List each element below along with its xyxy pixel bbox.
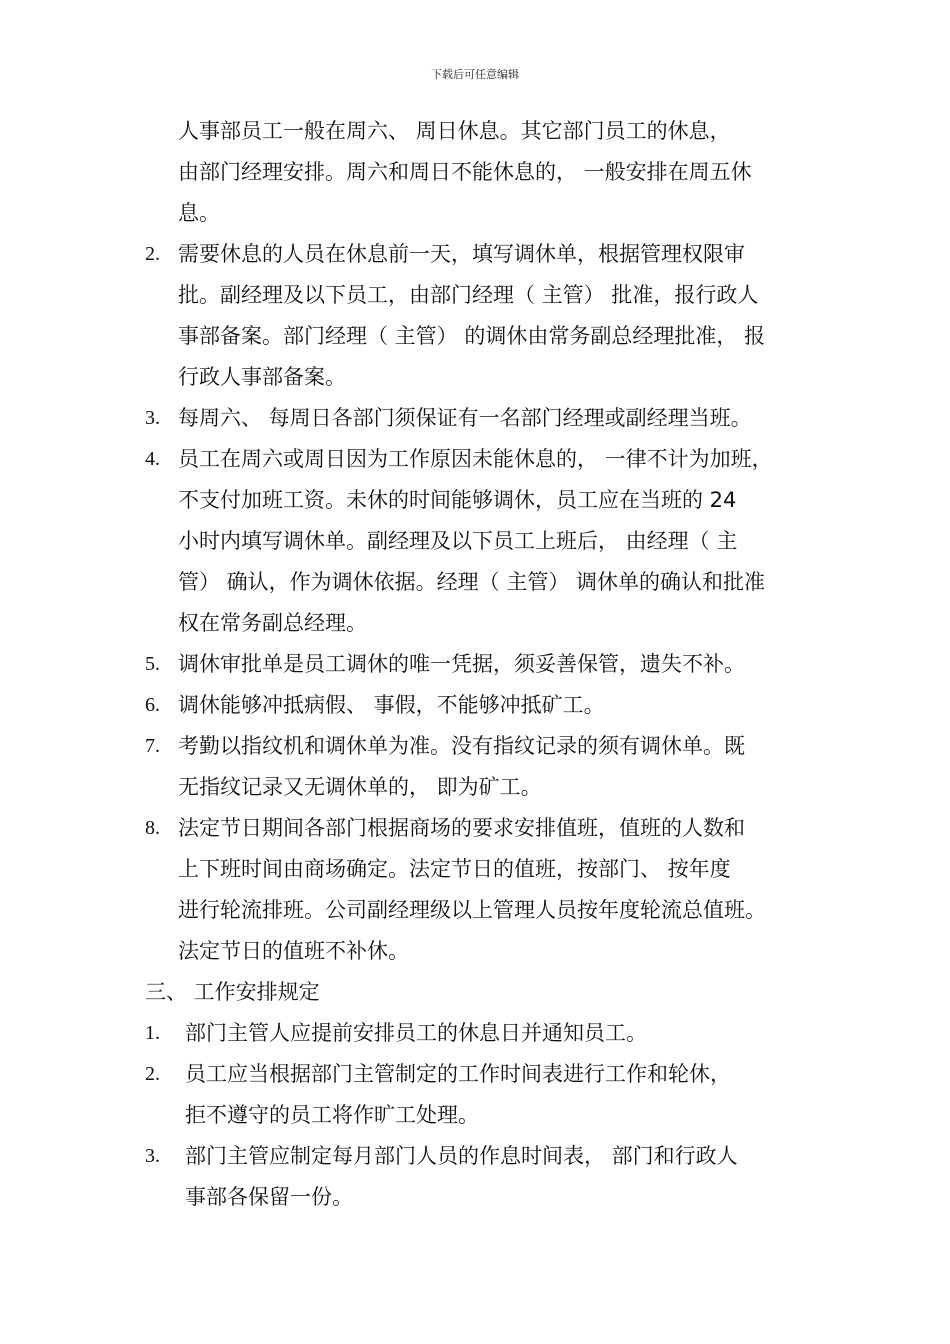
list-number: 5. [145,653,160,675]
list-number: 3. [145,407,160,429]
list-number: 2. [145,1063,160,1085]
paragraph-line: 批。副经理及以下员工，由部门经理（ 主管） 批准，报行政人 [178,283,759,307]
paragraph-line: 员工在周六或周日因为工作原因未能休息的， 一律不计为加班， [178,447,773,471]
paragraph-line: 每周六、 每周日各部门须保证有一名部门经理或副经理当班。 [178,406,752,430]
list-number: 4. [145,448,160,470]
paragraph-line: 行政人事部备案。 [178,365,346,389]
paragraph-line: 管） 确认，作为调休依据。经理（ 主管） 调休单的确认和批准 [178,570,766,594]
paragraph-line: 不支付加班工资。未休的时间能够调休，员工应在当班的 24 [178,488,737,512]
paragraph-line: 权在常务副总经理。 [178,611,367,635]
paragraph-line: 调休能够冲抵病假、 事假，不能够冲抵矿工。 [178,693,605,717]
paragraph-line: 人事部员工一般在周六、 周日休息。其它部门员工的休息， [178,119,731,143]
list-number: 8. [145,817,160,839]
list-number: 1. [145,1022,160,1044]
paragraph-line: 法定节日期间各部门根据商场的要求安排值班，值班的人数和 [178,816,745,840]
paragraph-line: 法定节日的值班不补休。 [178,939,409,963]
paragraph-line: 息。 [178,201,220,225]
paragraph-line: 上下班时间由商场确定。法定节日的值班，按部门、 按年度 [178,857,731,881]
paragraph-line: 事部各保留一份。 [185,1185,353,1209]
list-number: 6. [145,694,160,716]
paragraph-line: 无指纹记录又无调休单的， 即为矿工。 [178,775,542,799]
paragraph-line: 拒不遵守的员工将作旷工处理。 [185,1103,479,1127]
paragraph-line: 由部门经理安排。周六和周日不能休息的， 一般安排在周五休 [178,160,752,184]
page-header: 下载后可任意编辑 [431,68,519,81]
list-number: 3. [145,1145,160,1167]
paragraph-line: 小时内填写调休单。副经理及以下员工上班后， 由经理（ 主 [178,529,738,553]
paragraph-line: 员工应当根据部门主管制定的工作时间表进行工作和轮休， [185,1062,731,1086]
paragraph-line: 需要休息的人员在休息前一天，填写调休单，根据管理权限审 [178,242,745,266]
paragraph-line: 部门主管人应提前安排员工的休息日并通知员工。 [185,1021,647,1045]
list-number: 7. [145,735,160,757]
paragraph-line: 部门主管应制定每月部门人员的作息时间表， 部门和行政人 [185,1144,738,1168]
list-number: 2. [145,243,160,265]
paragraph-line: 事部备案。部门经理（ 主管） 的调休由常务副总经理批准， 报 [178,324,766,348]
paragraph-line: 调休审批单是员工调休的唯一凭据，须妥善保管，遗失不补。 [178,652,745,676]
section-heading: 三、 工作安排规定 [145,980,320,1004]
paragraph-line: 考勤以指纹机和调休单为准。没有指纹记录的须有调休单。既 [178,734,745,758]
paragraph-line: 进行轮流排班。公司副经理级以上管理人员按年度轮流总值班。 [178,898,766,922]
